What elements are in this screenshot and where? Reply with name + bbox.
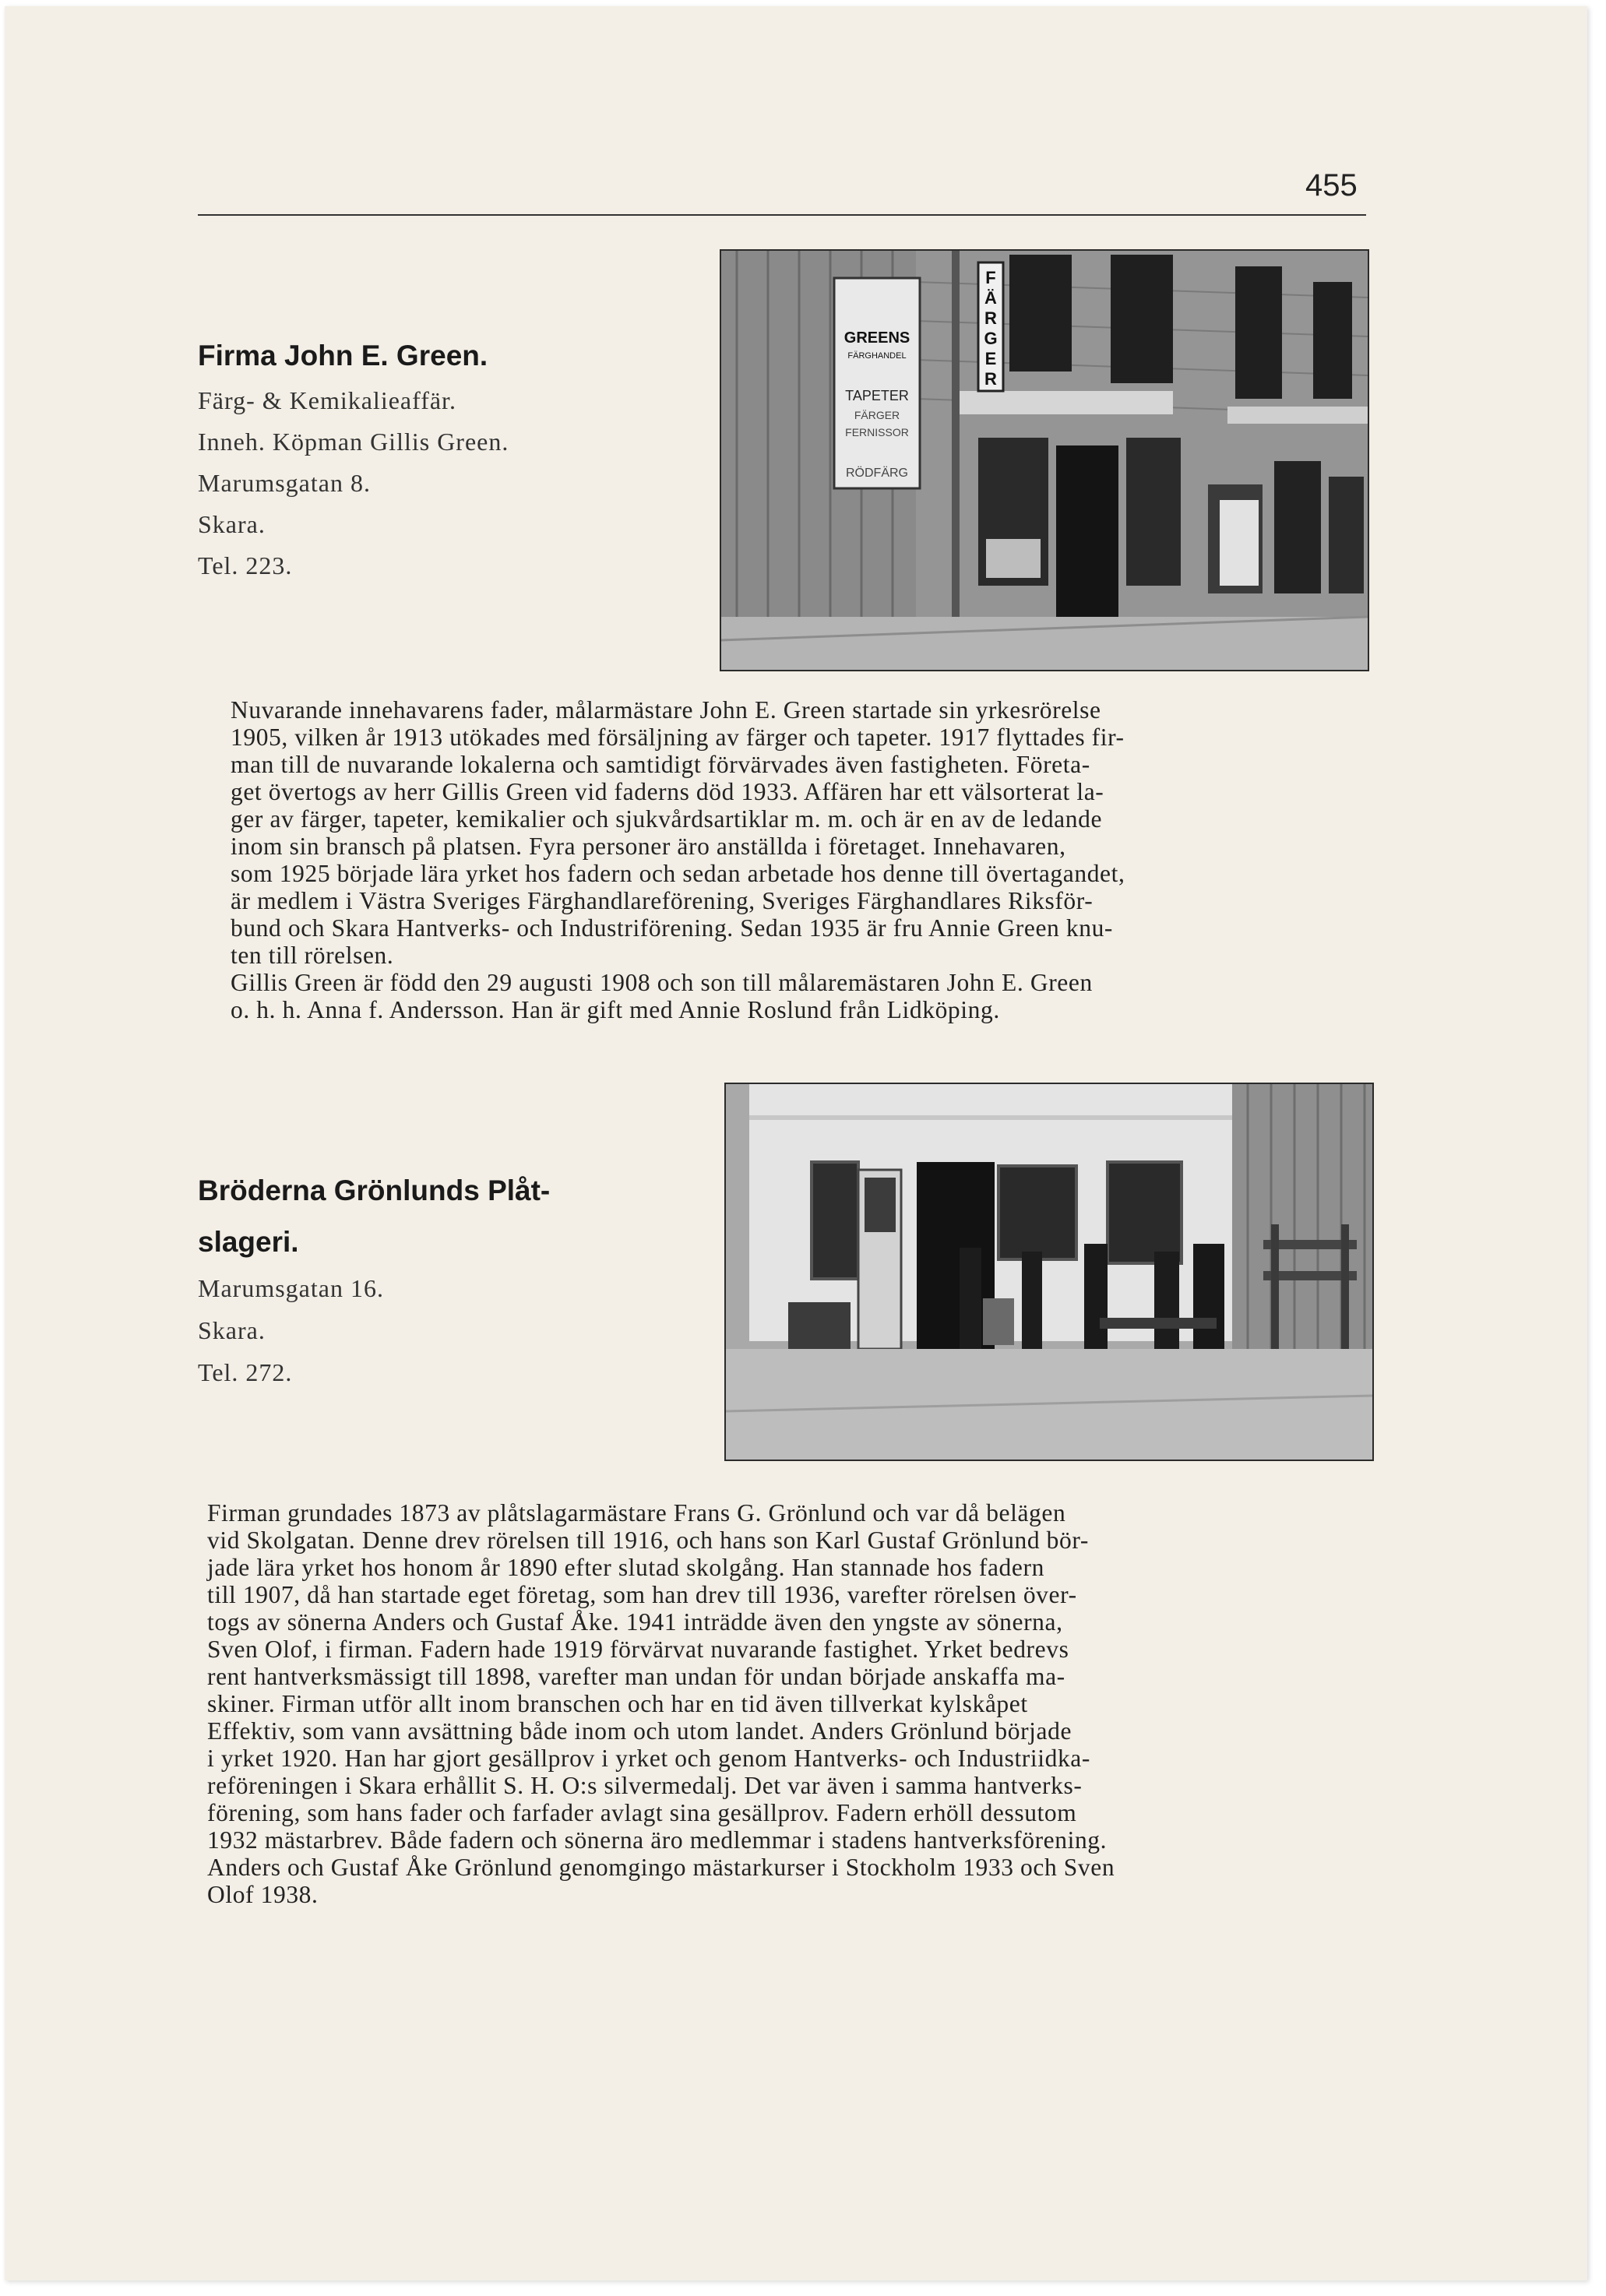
workshop-photo	[724, 1083, 1374, 1461]
firm-info-line: Tel. 223.	[198, 551, 293, 579]
firm-info-line: Inneh. Köpman Gillis Green.	[198, 428, 509, 456]
firm-info-line: Färg- & Kemikalieaffär.	[198, 386, 456, 414]
firm-info-line: Skara.	[198, 1316, 266, 1344]
firm-info-line: Marumsgatan 8.	[198, 469, 371, 497]
paragraph-green: Nuvarande innehavarens fader, målarmästare John E. Green startade sin yrkesrörelse 1905, vilken år 1913 utökades med försäljning av färger och tapeter. 1917 flyttades fir- man till de nuvarande lokalerna och samtidigt förvärvades även fastigheten. Företa- get övertogs av herr Gillis Green vid faderns död 1933. Affären har ett välsorterat la- ger av färger, tapeter, kemikalier och sjukvårdsartiklar m. m. och är en av de ledande inom sin bransch på platsen. Fyra personer äro anställda i företaget. Innehavaren, som 1925 började lära yrket hos fadern och sedan arbetade hos denne till övertagandet, är medlem i Västra Sveriges Färghandlareförening, Sveriges Färghandlares Riksför- bund och Skara Hantverks- och Industriförening. Sedan 1935 är fru Annie Green knu- ten till rörelsen. Gillis Green är född den 29 augusti 1908 och son till målaremästaren John E. Green o. h. h. Anna f. Andersson. Han är gift med Annie Roslund från Lidköping.	[231, 696, 1125, 1023]
sign-text: GREENS	[844, 329, 910, 347]
vertical-sign-letter: Ä	[984, 288, 997, 308]
sign-text: TAPETER	[845, 388, 909, 403]
vertical-sign-letter: F	[985, 268, 996, 287]
firm-title-gronlund-line1: Bröderna Grönlunds Plåt-	[198, 1174, 551, 1206]
firm-title-gronlund-line2: slageri.	[198, 1226, 299, 1258]
firm-info-line: Marumsgatan 16.	[198, 1274, 384, 1302]
page-sheet	[5, 6, 1587, 2280]
vertical-sign-letter: E	[984, 349, 997, 368]
paragraph-gronlund: Firman grundades 1873 av plåtslagarmästare Frans G. Grönlund och var då belägen vid Skolgatan. Denne drev rörelsen till 1916, och hans son Karl Gustaf Grönlund bör- jade lära yrket hos honom år 1890 efter slutad skolgång. Han stannade hos fadern till 1907, då han startade eget företag, som han drev till 1936, varefter rörelsen över- togs av sönerna Anders och Gustaf Åke. 1941 inträdde även den yngste av sönerna, Sven Olof, i firman. Fadern hade 1919 förvärvat nuvarande fastighet. Yrket bedrevs rent hantverksmässigt till 1898, varefter man undan för undan började anskaffa ma- skiner. Firman utför allt inom branschen och har en tid även tillverkat kylskåpet Effektiv, som vann avsättning både inom och utom landet. Anders Grönlund började i yrket 1920. Han har gjort gesällprov i yrket och genom Hantverks- och Industriidka- reföreningen i Skara erhållit S. H. O:s silvermedalj. Det var även i samma hantverks- förening, som hans fader och farfader avlagt sina gesällprov. Fadern erhöll dessutom 1932 mästarbrev. Både fadern och sönerna äro medlemmar i stadens hantverksförening. Anders och Gustaf Åke Grönlund genomgingo mästarkurser i Stockholm 1933 och Sven Olof 1938.	[207, 1499, 1115, 1908]
page-number: 455	[1305, 168, 1358, 202]
vertical-sign-letter: R	[984, 369, 997, 389]
firm-title-green: Firma John E. Green.	[198, 340, 488, 372]
vertical-sign-letter: R	[984, 308, 997, 328]
header-rule	[198, 214, 1366, 216]
firm-info-line: Tel. 272.	[198, 1358, 293, 1386]
shopfront-photo	[720, 249, 1369, 671]
sign-text: FÄRGHANDEL	[847, 351, 907, 361]
firm-info-line: Skara.	[198, 510, 266, 538]
vertical-sign-letter: G	[984, 329, 998, 348]
sign-text: FERNISSOR	[845, 426, 909, 438]
sign-text: FÄRGER	[854, 409, 900, 421]
sign-text: RÖDFÄRG	[846, 467, 908, 480]
